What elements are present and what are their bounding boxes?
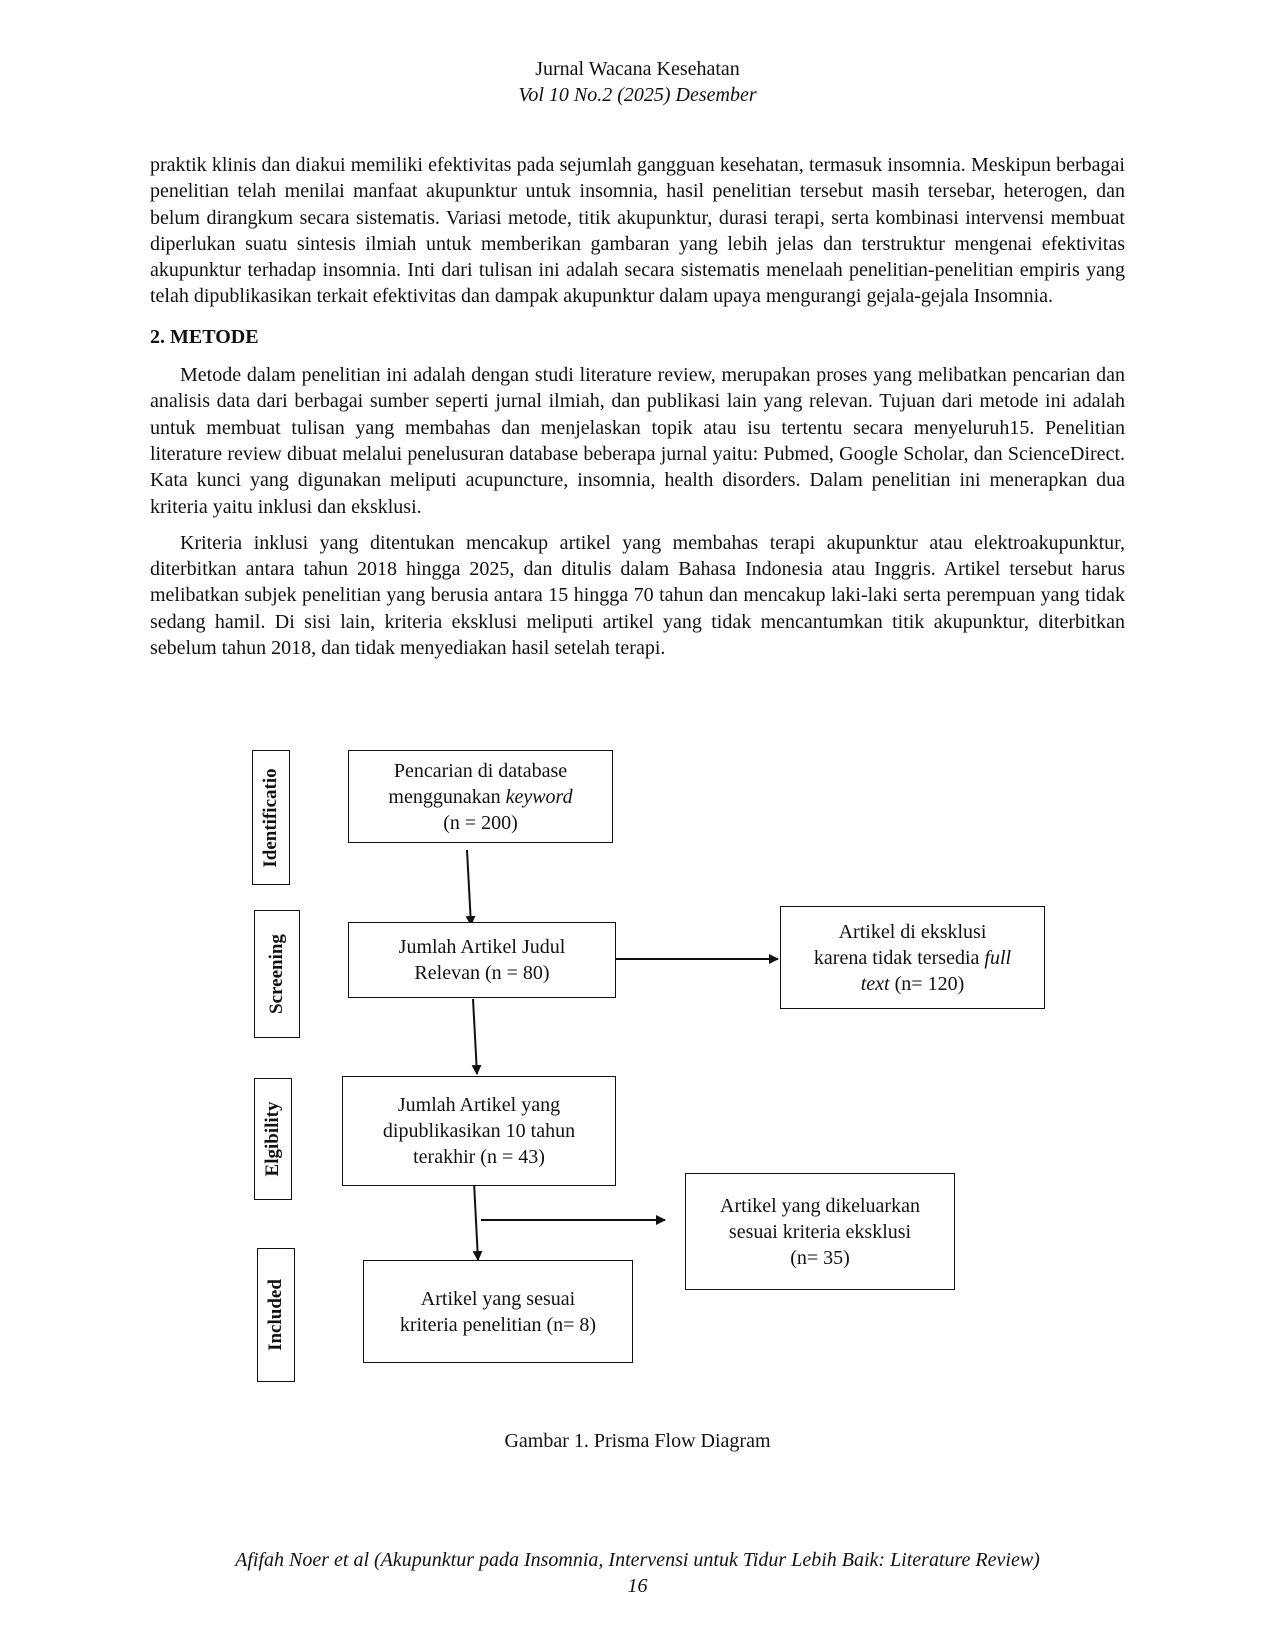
stage-included bbox=[257, 1248, 295, 1382]
box-included-final bbox=[363, 1260, 633, 1363]
box-excluded-criteria bbox=[685, 1173, 955, 1290]
box-excluded-criteria-line2: sesuai kriteria eksklusi bbox=[728, 1220, 912, 1243]
stage-identification bbox=[252, 750, 290, 885]
box-search-line2: menggunakan keyword bbox=[388, 785, 573, 808]
journal-volume: Vol 10 No.2 (2025) Desember bbox=[518, 84, 757, 106]
page-footer bbox=[0, 1547, 1275, 1599]
stage-screening-label: Screening bbox=[266, 934, 287, 1014]
box-published-line2: dipublikasikan 10 tahun bbox=[382, 1120, 576, 1142]
figure-caption: Gambar 1. Prisma Flow Diagram bbox=[504, 1430, 771, 1452]
body-text bbox=[150, 152, 1125, 661]
arrow-screening-to-eligibility bbox=[473, 999, 477, 1074]
arrow-eligibility-to-included bbox=[474, 1182, 478, 1260]
page-number: 16 bbox=[627, 1575, 648, 1597]
box-included-line2: kriteria penelitian (n= 8) bbox=[399, 1313, 597, 1336]
box-excluded-criteria-line1: Artikel yang dikeluarkan bbox=[720, 1194, 920, 1217]
stage-eligibility-label: Elgibility bbox=[262, 1101, 283, 1177]
box-excluded-fulltext-line1: Artikel di eksklusi bbox=[838, 920, 987, 943]
box-excluded-fulltext bbox=[780, 906, 1045, 1009]
box-database-search bbox=[348, 750, 613, 843]
flow-arrows bbox=[0, 750, 1275, 1450]
arrow-search-to-screening bbox=[467, 850, 471, 925]
box-excluded-criteria-line3: (n= 35) bbox=[790, 1246, 850, 1269]
box-search-line1: Pencarian di database bbox=[393, 759, 568, 782]
stage-screening bbox=[254, 910, 300, 1038]
box-excluded-fulltext-line3: text (n= 120) bbox=[860, 972, 965, 995]
section-heading: 2. METODE bbox=[150, 325, 259, 348]
box-published-10yr bbox=[342, 1076, 616, 1186]
box-search-line3: (n = 200) bbox=[443, 811, 518, 834]
footer-citation: Afifah Noer et al (Akupunktur pada Insomnia, Intervensi untuk Tidur Lebih Baik: Literature Review) bbox=[235, 1549, 1040, 1571]
method-paragraph: Metode dalam penelitian ini adalah dengan studi literature review, merupakan proses yang melibatkan pencarian dan analisis data dari berbagai sumber seperti jurnal ilmiah, dan publikasi lain yang relevan. Tujuan dari metode ini adalah untuk membuat tulisan yang membahas dan menjelaskan topik atau isu tertentu secara menyeluruh15. Penelitian literature review dibuat melalui penelusuran database beberapa jurnal yaitu: Pubmed, Google Scholar, dan ScienceDirect. Kata kunci yang digunakan meliputi acupuncture, insomnia, health disorders. Dalam penelitian ini menerapkan dua kriteria yaitu inklusi dan eksklusi. bbox=[150, 364, 1125, 518]
box-published-line3: terakhir (n = 43) bbox=[413, 1146, 545, 1168]
box-title-relevant-line1: Jumlah Artikel Judul bbox=[398, 936, 566, 958]
stage-included-label: Included bbox=[265, 1279, 286, 1351]
box-title-relevant-line2: Relevan (n = 80) bbox=[414, 962, 550, 984]
box-published-line1: Jumlah Artikel yang bbox=[397, 1094, 561, 1116]
criteria-paragraph: Kriteria inklusi yang ditentukan mencakup artikel yang membahas terapi akupunktur atau elektroakupunktur, diterbitkan antara tahun 2018 hingga 2025, dan ditulis dalam Bahasa Indonesia atau Inggris. Artikel tersebut harus melibatkan subjek penelitian yang berusia antara 15 hingga 70 tahun dan mencakup laki-laki serta perempuan yang tidak sedang hamil. Di sisi lain, kriteria eksklusi meliputi artikel yang tidak mencantumkan titik akupunktur, diterbitkan sebelum tahun 2018, dan tidak menyediakan hasil setelah terapi. bbox=[150, 531, 1125, 660]
page-header bbox=[0, 56, 1275, 108]
box-included-line1: Artikel yang sesuai bbox=[420, 1287, 576, 1310]
box-excluded-fulltext-line2: karena tidak tersedia full bbox=[813, 946, 1012, 969]
stage-eligibility bbox=[254, 1078, 292, 1200]
prisma-flow-diagram bbox=[0, 750, 1275, 1450]
intro-paragraph: praktik klinis dan diakui memiliki efektivitas pada sejumlah gangguan kesehatan, termasuk insomnia. Meskipun berbagai penelitian telah menilai manfaat akupunktur untuk insomnia, hasil penelitian tersebut masih tersebar, heterogen, dan belum dirangkum secara sistematis. Variasi metode, titik akupunktur, durasi terapi, serta kombinasi intervensi membuat diperlukan suatu sintesis ilmiah untuk memberikan gambaran yang lebih jelas dan terstruktur mengenai efektivitas akupunktur terhadap insomnia. Inti dari tulisan ini adalah secara sistematis menelaah penelitian-penelitian empiris yang telah dipublikasikan terkait efektivitas dan dampak akupunktur dalam upaya mengurangi gejala-gejala Insomnia. bbox=[150, 154, 1125, 308]
stage-identification-label: Identificatio bbox=[260, 767, 281, 868]
box-title-relevant bbox=[348, 922, 616, 998]
journal-title: Jurnal Wacana Kesehatan bbox=[535, 58, 740, 80]
